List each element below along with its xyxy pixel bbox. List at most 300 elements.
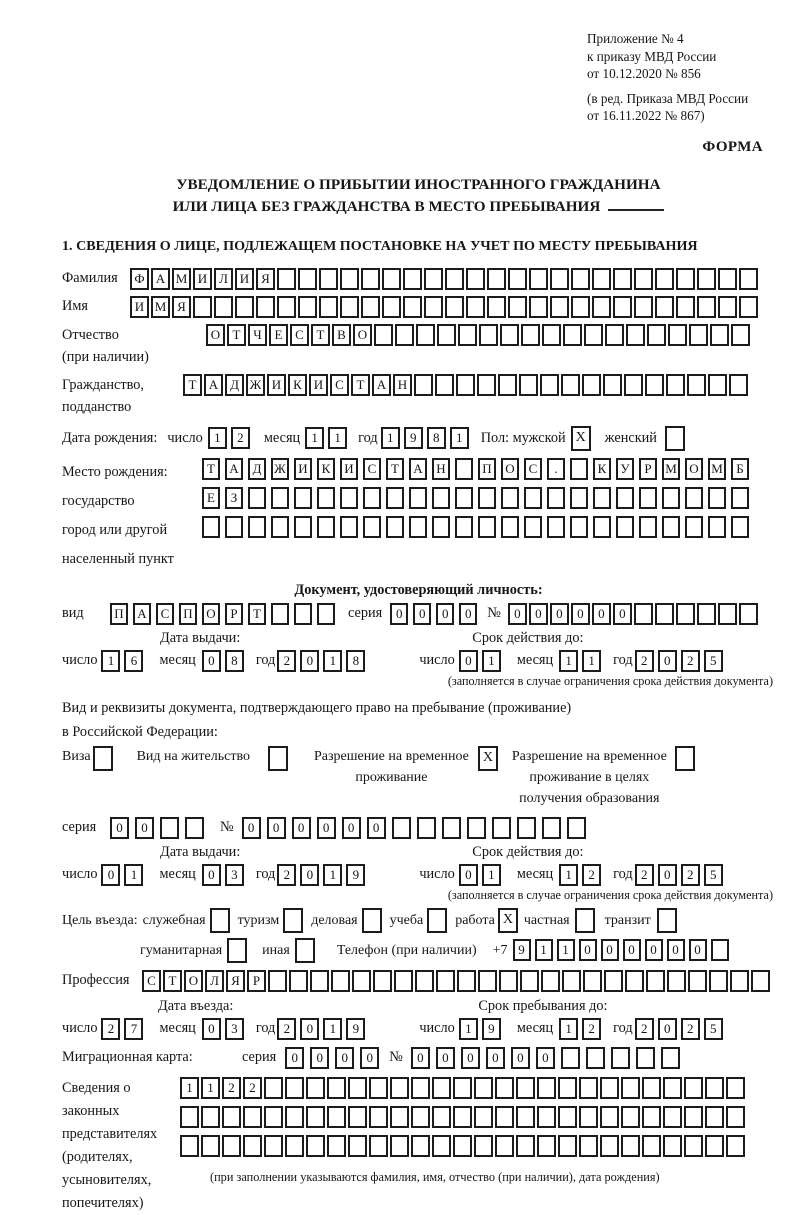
birth-date-label: Дата рождения: bbox=[62, 429, 158, 446]
form-cell bbox=[708, 516, 726, 538]
form-cell: 0 bbox=[529, 603, 548, 625]
form-cell bbox=[718, 268, 737, 290]
form-cell: 0 bbox=[658, 1018, 677, 1040]
form-cell: 2 bbox=[582, 1018, 601, 1040]
residence-issue-heading: Дата выдачи: bbox=[160, 843, 241, 860]
form-cell bbox=[264, 1077, 283, 1099]
form-cell bbox=[277, 268, 296, 290]
purpose-tourism-checkbox bbox=[283, 908, 305, 933]
form-cell bbox=[639, 487, 657, 509]
form-cell bbox=[537, 1106, 556, 1128]
form-cell bbox=[634, 603, 653, 625]
representatives-row bbox=[62, 1077, 775, 1215]
residence-doc-intro-line2: в Российской Федерации: bbox=[62, 723, 218, 740]
form-cell bbox=[478, 516, 496, 538]
form-cell: Р bbox=[225, 603, 243, 625]
form-cell bbox=[520, 970, 539, 992]
form-cell: 0 bbox=[300, 650, 319, 672]
form-cell: 9 bbox=[482, 1018, 501, 1040]
form-cell bbox=[710, 324, 729, 346]
form-cell: 1 bbox=[201, 1077, 220, 1099]
purpose-transit-label: транзит bbox=[604, 912, 651, 928]
form-cell bbox=[457, 970, 476, 992]
citizenship-cells bbox=[183, 374, 750, 396]
form-cell: 0 bbox=[645, 939, 663, 961]
form-cell: И bbox=[294, 458, 312, 480]
form-cell bbox=[603, 374, 622, 396]
form-cell bbox=[558, 1077, 577, 1099]
form-cell: Ч bbox=[248, 324, 267, 346]
purpose-commercial-checkbox bbox=[362, 908, 384, 933]
form-cell: 0 bbox=[413, 603, 431, 625]
form-cell bbox=[340, 487, 358, 509]
purpose-other-checkbox bbox=[295, 938, 317, 963]
form-cell bbox=[542, 817, 561, 839]
representatives-label-line6: попечителях) bbox=[62, 1194, 144, 1211]
form-cell bbox=[487, 296, 506, 318]
form-cell: 9 bbox=[346, 1018, 365, 1040]
form-cell bbox=[684, 1077, 703, 1099]
residence-validity-note: (заполняется в случае ограничения срока действия документа) bbox=[447, 887, 773, 902]
representatives-label-line1: Сведения о bbox=[62, 1079, 131, 1096]
doc-number-cells bbox=[508, 603, 760, 625]
form-cell bbox=[646, 970, 665, 992]
sex-female-checkbox bbox=[665, 426, 687, 451]
surname-row bbox=[62, 268, 775, 290]
form-cell bbox=[455, 458, 473, 480]
purpose-other-label: иная bbox=[262, 942, 290, 958]
form-cell bbox=[709, 970, 728, 992]
form-cell bbox=[352, 970, 371, 992]
entry-day-label: число bbox=[62, 1020, 98, 1036]
migration-series-cells bbox=[285, 1047, 385, 1069]
purpose-work-checkbox bbox=[498, 908, 520, 933]
form-cell bbox=[319, 268, 338, 290]
form-cell: 2 bbox=[243, 1077, 262, 1099]
form-cell bbox=[521, 324, 540, 346]
patronymic-label-line2: (при наличии) bbox=[62, 348, 149, 365]
form-cell: . bbox=[547, 458, 565, 480]
form-cell: К bbox=[593, 458, 611, 480]
form-cell bbox=[285, 1135, 304, 1157]
citizenship-label-line1: Гражданство, bbox=[62, 376, 144, 393]
form-cell bbox=[579, 1106, 598, 1128]
form-cell bbox=[317, 487, 335, 509]
form-cell bbox=[225, 516, 243, 538]
purpose-private-checkbox bbox=[575, 908, 597, 933]
purpose-humanitarian-label: гуманитарная bbox=[140, 942, 223, 958]
form-cell bbox=[684, 1135, 703, 1157]
form-cell: 8 bbox=[427, 427, 446, 449]
form-cell bbox=[593, 516, 611, 538]
form-cell bbox=[541, 970, 560, 992]
form-cell: 3 bbox=[225, 1018, 244, 1040]
form-cell bbox=[613, 268, 632, 290]
form-cell bbox=[540, 374, 559, 396]
form-cell bbox=[705, 1106, 724, 1128]
form-cell: 0 bbox=[292, 817, 311, 839]
form-cell: И bbox=[309, 374, 328, 396]
temp-residence-label bbox=[314, 746, 469, 788]
form-cell bbox=[386, 516, 404, 538]
form-cell: М bbox=[708, 458, 726, 480]
annex-line-1: Приложение № 4 bbox=[587, 31, 684, 46]
form-cell bbox=[243, 1135, 262, 1157]
residence-valid-day-cells bbox=[459, 864, 505, 886]
form-cell bbox=[256, 296, 275, 318]
form-cell: Р bbox=[247, 970, 266, 992]
form-cell: 0 bbox=[508, 603, 527, 625]
form-cell bbox=[432, 1077, 451, 1099]
residence-permit-checkbox bbox=[268, 746, 290, 771]
birth-place-label-line4: населенный пункт bbox=[62, 550, 174, 567]
form-cell: 2 bbox=[582, 864, 601, 886]
doc-validity-note: (заполняется в случае ограничения срока действия документа) bbox=[447, 673, 773, 688]
form-cell bbox=[427, 908, 447, 933]
form-cell bbox=[616, 487, 634, 509]
form-cell bbox=[501, 516, 519, 538]
form-cell bbox=[570, 458, 588, 480]
form-cell bbox=[517, 817, 536, 839]
form-cell: 0 bbox=[110, 817, 129, 839]
form-cell: 0 bbox=[202, 1018, 221, 1040]
form-cell: 1 bbox=[559, 864, 578, 886]
doc-issue-year-label: год bbox=[255, 652, 276, 668]
form-cell bbox=[561, 374, 580, 396]
form-cell bbox=[319, 296, 338, 318]
form-cell: 1 bbox=[450, 427, 469, 449]
form-cell bbox=[697, 296, 716, 318]
form-cell bbox=[295, 938, 315, 963]
purpose-row-2 bbox=[62, 938, 775, 963]
form-cell: С bbox=[363, 458, 381, 480]
purpose-label: Цель въезда: bbox=[62, 912, 138, 928]
form-cell bbox=[327, 1106, 346, 1128]
form-cell bbox=[739, 268, 758, 290]
patronymic-label-line1: Отчество bbox=[62, 326, 119, 343]
form-cell bbox=[201, 1106, 220, 1128]
form-cell bbox=[611, 1047, 630, 1069]
stay-month-label: месяц bbox=[516, 1020, 554, 1036]
form-cell bbox=[616, 516, 634, 538]
form-cell: О bbox=[202, 603, 220, 625]
form-cell bbox=[605, 324, 624, 346]
form-cell bbox=[647, 324, 666, 346]
form-cell: Т bbox=[386, 458, 404, 480]
form-cell: А bbox=[204, 374, 223, 396]
form-cell bbox=[501, 487, 519, 509]
form-cell bbox=[645, 374, 664, 396]
entry-dates-row bbox=[62, 1018, 775, 1040]
form-cell bbox=[639, 516, 657, 538]
representatives-cells-row3 bbox=[180, 1135, 747, 1157]
form-cell: 1 bbox=[323, 1018, 342, 1040]
birth-place-label-line1: Место рождения: bbox=[62, 463, 168, 480]
doc-issue-month-cells bbox=[202, 650, 248, 672]
form-cell bbox=[642, 1135, 661, 1157]
form-cell bbox=[185, 817, 204, 839]
temp-residence-label-line2: проживание bbox=[355, 769, 428, 785]
doc-valid-month-label: месяц bbox=[516, 652, 554, 668]
form-cell: 1 bbox=[482, 650, 501, 672]
form-cell: 0 bbox=[360, 1047, 379, 1069]
phone-label: Телефон (при наличии) bbox=[336, 942, 477, 958]
visa-label: Виза bbox=[62, 748, 91, 764]
form-cell bbox=[411, 1077, 430, 1099]
form-cell bbox=[642, 1077, 661, 1099]
form-cell bbox=[697, 268, 716, 290]
form-cell: Я bbox=[256, 268, 275, 290]
form-cell bbox=[453, 1135, 472, 1157]
citizenship-row bbox=[62, 374, 775, 418]
form-cell: 1 bbox=[535, 939, 553, 961]
form-cell: К bbox=[317, 458, 335, 480]
temp-residence-edu-label-line3: получения образования bbox=[519, 790, 660, 806]
representatives-label bbox=[62, 1077, 180, 1215]
entry-day-cells bbox=[101, 1018, 147, 1040]
form-cell: Л bbox=[214, 268, 233, 290]
representatives-cell-rows bbox=[180, 1077, 747, 1185]
form-cell bbox=[668, 324, 687, 346]
birth-month-cells bbox=[305, 427, 351, 449]
form-cell: 1 bbox=[559, 1018, 578, 1040]
form-cell: 2 bbox=[681, 864, 700, 886]
form-cell bbox=[409, 516, 427, 538]
form-cell bbox=[655, 296, 674, 318]
form-cell bbox=[248, 516, 266, 538]
form-cell: 1 bbox=[557, 939, 575, 961]
form-cell bbox=[411, 1135, 430, 1157]
temp-residence-label-line1: Разрешение на временное bbox=[313, 748, 469, 764]
form-cell bbox=[705, 1135, 724, 1157]
purpose-business-checkbox bbox=[210, 908, 232, 933]
section1-heading: 1. СВЕДЕНИЯ О ЛИЦЕ, ПОДЛЕЖАЩЕМ ПОСТАНОВКЕ НА УЧЕТ ПО МЕСТУ ПРЕБЫВАНИЯ bbox=[62, 237, 698, 254]
form-cell bbox=[382, 296, 401, 318]
form-cell bbox=[453, 1106, 472, 1128]
form-cell bbox=[340, 296, 359, 318]
phone-prefix: +7 bbox=[492, 942, 508, 958]
form-cell bbox=[579, 1077, 598, 1099]
identity-doc-dates-row bbox=[62, 650, 775, 672]
form-cell bbox=[435, 374, 454, 396]
form-cell bbox=[542, 324, 561, 346]
form-cell: П bbox=[110, 603, 128, 625]
form-cell bbox=[363, 487, 381, 509]
residence-valid-day-label: число bbox=[419, 866, 455, 882]
form-cell bbox=[271, 487, 289, 509]
form-cell bbox=[508, 268, 527, 290]
form-cell: Б bbox=[731, 458, 749, 480]
form-cell bbox=[675, 746, 695, 771]
form-cell: 0 bbox=[267, 817, 286, 839]
annex-reference bbox=[587, 30, 775, 125]
form-cell: А bbox=[225, 458, 243, 480]
purpose-study-label: учеба bbox=[389, 912, 424, 928]
form-cell: Ж bbox=[246, 374, 265, 396]
residence-valid-year-cells bbox=[635, 864, 727, 886]
doc-number-label: № bbox=[487, 605, 501, 621]
form-cell bbox=[718, 603, 737, 625]
form-cell: З bbox=[225, 487, 243, 509]
representatives-label-line4: (родителях, bbox=[62, 1148, 133, 1165]
stay-day-label: число bbox=[419, 1020, 455, 1036]
form-cell bbox=[613, 296, 632, 318]
stay-month-cells bbox=[559, 1018, 605, 1040]
patronymic-cells bbox=[206, 324, 752, 346]
form-cell bbox=[432, 487, 450, 509]
form-cell bbox=[697, 603, 716, 625]
form-cell: X bbox=[571, 426, 591, 451]
representatives-note: (при заполнении указываются фамилия, имя, отчество (при наличии), дата рождения) bbox=[210, 1169, 660, 1184]
sex-label: Пол: мужской bbox=[480, 429, 566, 446]
form-cell: И bbox=[193, 268, 212, 290]
form-cell bbox=[519, 374, 538, 396]
form-cell: 0 bbox=[459, 864, 478, 886]
form-cell bbox=[571, 268, 590, 290]
form-cell bbox=[432, 1135, 451, 1157]
form-cell bbox=[600, 1135, 619, 1157]
form-cell bbox=[160, 817, 179, 839]
form-cell bbox=[718, 296, 737, 318]
form-cell: О bbox=[206, 324, 225, 346]
sex-female-label: женский bbox=[604, 429, 657, 446]
form-cell bbox=[374, 324, 393, 346]
form-cell bbox=[516, 1077, 535, 1099]
form-cell bbox=[222, 1135, 241, 1157]
form-cell: 1 bbox=[323, 864, 342, 886]
form-cell bbox=[310, 970, 329, 992]
form-cell bbox=[621, 1135, 640, 1157]
form-cell bbox=[442, 817, 461, 839]
doc-valid-day-label: число bbox=[419, 652, 455, 668]
form-cell bbox=[561, 1047, 580, 1069]
form-cell: М bbox=[662, 458, 680, 480]
form-cell: 0 bbox=[658, 650, 677, 672]
purpose-commercial-label: деловая bbox=[311, 912, 358, 928]
form-cell bbox=[492, 817, 511, 839]
form-cell: 1 bbox=[323, 650, 342, 672]
form-cell bbox=[348, 1106, 367, 1128]
form-cell bbox=[624, 374, 643, 396]
form-cell bbox=[636, 1047, 655, 1069]
form-cell: А bbox=[409, 458, 427, 480]
form-cell bbox=[340, 268, 359, 290]
birth-year-label: год bbox=[358, 429, 378, 446]
form-cell bbox=[264, 1106, 283, 1128]
form-cell: И bbox=[130, 296, 149, 318]
form-cell bbox=[593, 487, 611, 509]
patronymic-row bbox=[62, 324, 775, 368]
birth-month-label: месяц bbox=[263, 429, 301, 446]
form-cell bbox=[327, 1077, 346, 1099]
identity-doc-row bbox=[62, 603, 775, 625]
form-cell bbox=[348, 1077, 367, 1099]
form-cell: 1 bbox=[305, 427, 324, 449]
form-cell: 0 bbox=[511, 1047, 530, 1069]
form-cell: С bbox=[142, 970, 161, 992]
form-cell bbox=[508, 296, 527, 318]
form-cell bbox=[294, 516, 312, 538]
form-cell bbox=[424, 268, 443, 290]
form-cell bbox=[455, 487, 473, 509]
form-cell bbox=[688, 970, 707, 992]
form-cell bbox=[676, 603, 695, 625]
form-cell bbox=[495, 1106, 514, 1128]
residence-number-cells bbox=[242, 817, 592, 839]
form-cell: 7 bbox=[124, 1018, 143, 1040]
form-cell bbox=[663, 1077, 682, 1099]
form-cell: 2 bbox=[635, 864, 654, 886]
form-cell bbox=[227, 938, 247, 963]
form-cell: 0 bbox=[390, 603, 408, 625]
form-cell bbox=[626, 324, 645, 346]
residence-doc-series-row bbox=[62, 817, 775, 839]
birth-date-row bbox=[62, 426, 775, 451]
purpose-business-label: служебная bbox=[142, 912, 206, 928]
form-cell: 3 bbox=[225, 864, 244, 886]
form-cell bbox=[445, 268, 464, 290]
form-cell bbox=[390, 1077, 409, 1099]
doc-valid-year-cells bbox=[635, 650, 727, 672]
form-cell bbox=[739, 296, 758, 318]
form-cell bbox=[499, 970, 518, 992]
form-cell: 0 bbox=[623, 939, 641, 961]
form-cell: 1 bbox=[101, 650, 120, 672]
residence-issue-day-label: число bbox=[62, 866, 98, 882]
form-cell bbox=[268, 746, 288, 771]
doc-series-label: серия bbox=[348, 605, 383, 621]
form-cell: 9 bbox=[346, 864, 365, 886]
form-cell bbox=[289, 970, 308, 992]
form-cell bbox=[340, 516, 358, 538]
form-cell bbox=[369, 1135, 388, 1157]
residence-issue-year-cells bbox=[277, 864, 369, 886]
form-cell: 0 bbox=[592, 603, 611, 625]
form-cell: 1 bbox=[381, 427, 400, 449]
form-cell: К bbox=[288, 374, 307, 396]
form-cell bbox=[474, 1106, 493, 1128]
given-name-cells bbox=[130, 296, 760, 318]
doc-valid-month-cells bbox=[559, 650, 605, 672]
form-cell bbox=[558, 1106, 577, 1128]
residence-doc-intro-line1: Вид и реквизиты документа, подтверждающего право на пребывание (проживание) bbox=[62, 699, 572, 716]
form-cell: Д bbox=[248, 458, 266, 480]
form-cell bbox=[662, 487, 680, 509]
form-cell bbox=[487, 268, 506, 290]
surname-cells bbox=[130, 268, 760, 290]
form-cell bbox=[592, 296, 611, 318]
form-cell bbox=[362, 908, 382, 933]
entry-year-cells bbox=[277, 1018, 369, 1040]
form-cell bbox=[403, 296, 422, 318]
form-cell bbox=[306, 1135, 325, 1157]
form-cell: С bbox=[330, 374, 349, 396]
form-cell bbox=[193, 296, 212, 318]
form-cell bbox=[409, 487, 427, 509]
form-cell bbox=[642, 1106, 661, 1128]
form-cell: 0 bbox=[461, 1047, 480, 1069]
form-cell: Т bbox=[311, 324, 330, 346]
form-cell: Р bbox=[639, 458, 657, 480]
form-cell bbox=[93, 746, 113, 771]
form-cell bbox=[586, 1047, 605, 1069]
form-cell: 0 bbox=[689, 939, 707, 961]
form-cell bbox=[666, 374, 685, 396]
form-cell bbox=[415, 970, 434, 992]
form-cell bbox=[317, 516, 335, 538]
form-cell bbox=[432, 516, 450, 538]
form-cell: 0 bbox=[342, 817, 361, 839]
